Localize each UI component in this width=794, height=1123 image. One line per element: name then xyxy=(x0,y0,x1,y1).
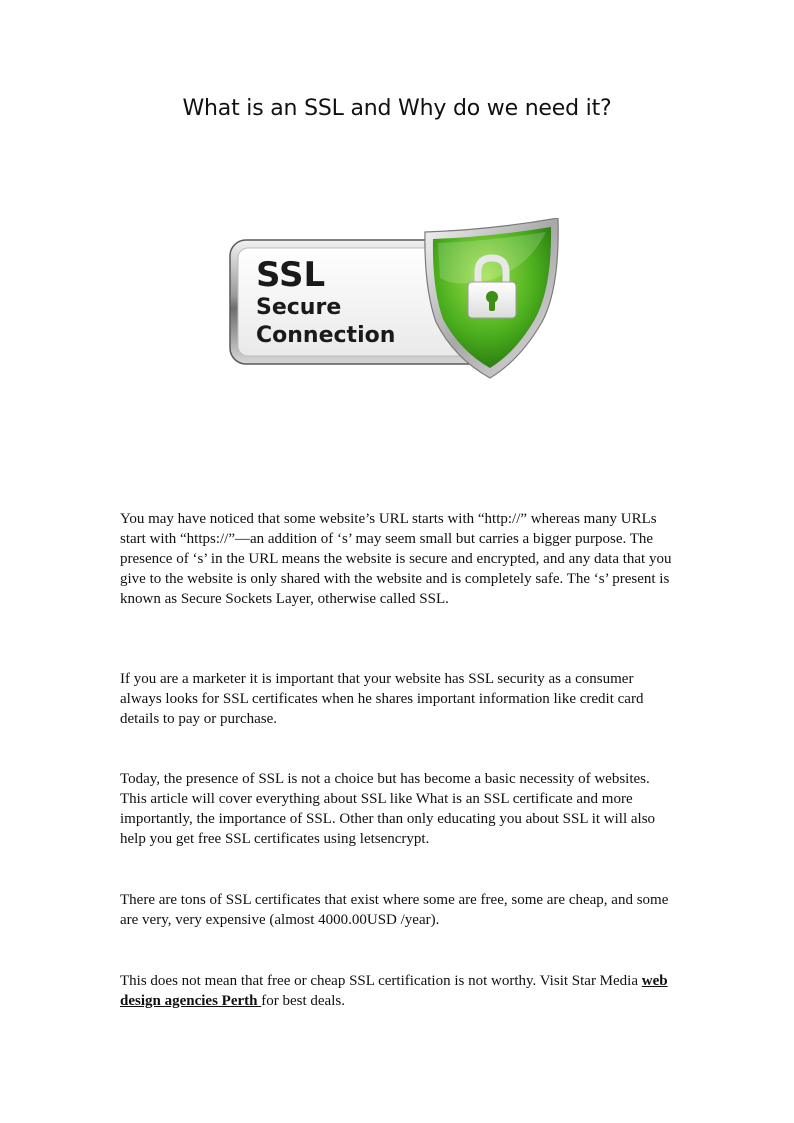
badge-text-ssl: SSL xyxy=(256,255,326,295)
document-title: What is an SSL and Why do we need it? xyxy=(182,96,612,121)
paragraph-certificate-costs: There are tons of SSL certificates that exist where some are free, some are cheap, and some are very, very expensive (almost 4000.00USD /year). xyxy=(120,892,669,928)
badge-text-secure: Secure xyxy=(256,295,342,320)
web-design-agencies-perth-link[interactable]: web design agencies Perth xyxy=(120,973,668,1009)
paragraph-star-media-text: This does not mean that free or cheap SSL certification is not worthy. Visit Star Media xyxy=(120,973,642,989)
paragraph-ssl-intro: You may have noticed that some website’s URL starts with “http://” whereas many URLs start with “https://”—an addition of ‘s’ may seem small but carries a bigger purpose. The presence of ‘s’ in the URL means the website is secure and encrypted, and any data that you give to the website is only shared with the website and is completely safe. The ‘s’ present is known as Secure Sockets Layer, otherwise called SSL. xyxy=(120,511,672,607)
paragraph-necessity: Today, the presence of SSL is not a choice but has become a basic necessity of websites. This article will cover everything about SSL like What is an SSL certificate and more importantly, the importance of SSL. Other than only educating you about SSL it will also help you get free SSL certificates using letsencrypt. xyxy=(120,771,656,847)
badge-text-connection: Connection xyxy=(256,323,396,348)
paragraph-marketer: If you are a marketer it is important that your website has SSL security as a consumer always looks for SSL certificates when he shares important information like credit card details to pay or purchase. xyxy=(120,671,644,727)
ssl-secure-connection-badge xyxy=(228,218,566,380)
paragraph-star-media xyxy=(120,971,676,1011)
paragraph-star-media-tail: for best deals. xyxy=(261,993,345,1009)
